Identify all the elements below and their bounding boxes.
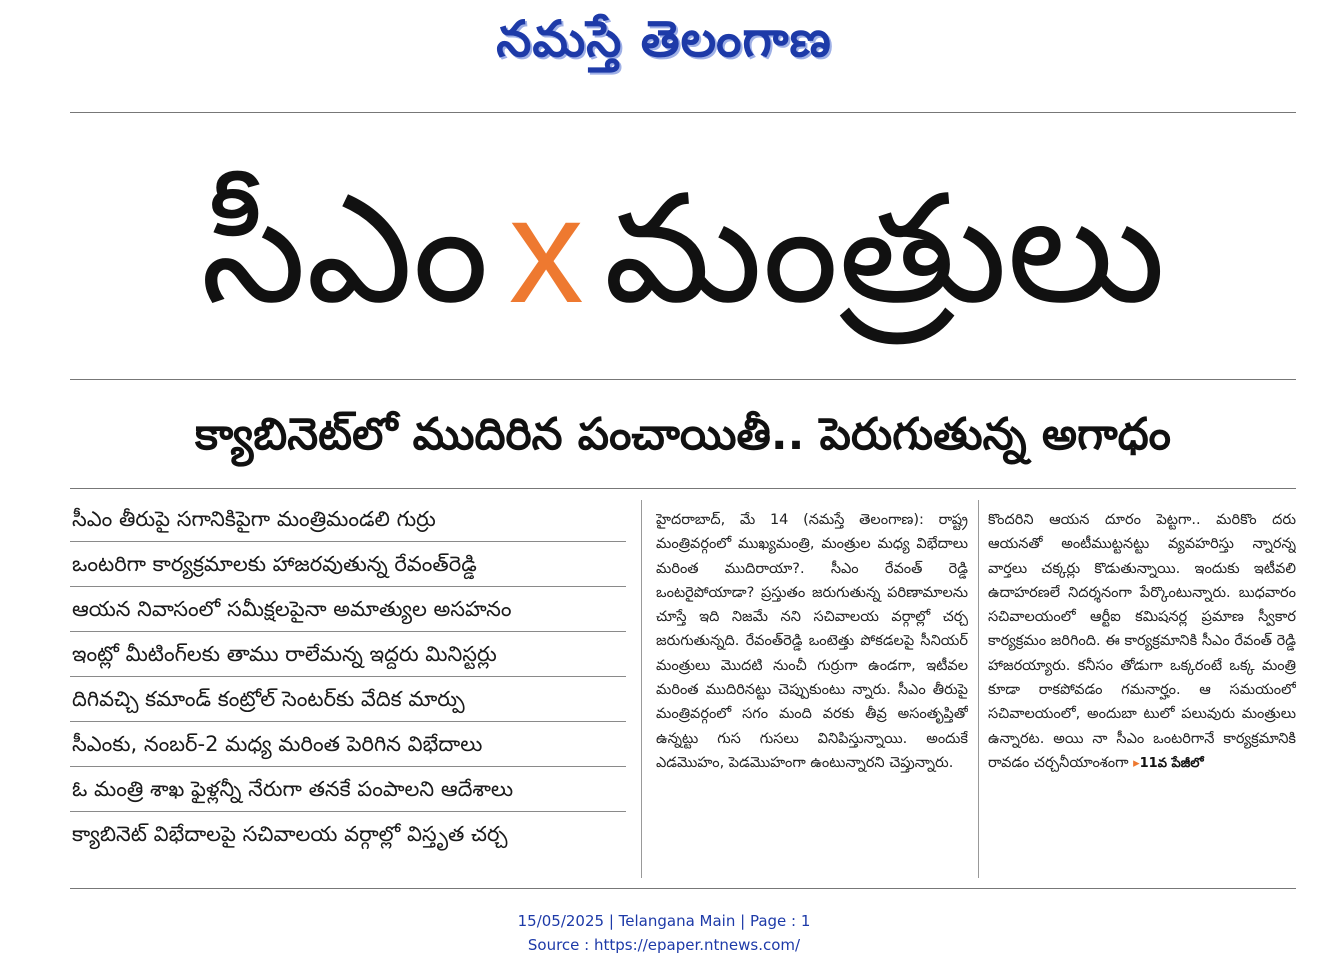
headline	[70, 130, 1296, 370]
arrow-right-icon: ▸	[1133, 755, 1140, 771]
article-column-2-text: కొందరిని ఆయన దూరం పెట్టగా.. మరికొం దరు ఆయనతో అంటీముట్టనట్టు వ్యవహరిస్తు న్నారన్న వార్తలు చక్కర్లు కొడుతున్నాయి. ఇందుకు ఇటీవలి ఉదాహరణలే నిదర్శనంగా పేర్కొంటున్నారు. బుధవారం సచివాలయంలో ఆర్టీఐ కమిషనర్ల ప్రమాణ స్వీకార కార్యక్రమం జరిగింది. ఈ కార్యక్రమానికి సీఎం రేవంత్ రెడ్డి హాజరయ్యారు. కనీసం తోడుగా ఒక్కరంటే ఒక్క మంత్రి కూడా రాకపోవడం గమనార్హం. ఆ సమయంలో సచివాలయంలో, అందుబా టులో పలువురు మంత్రులు ఉన్నారట. అయి నా సీఎం ఒంటరిగానే కార్యక్రమానికి రావడం చర్చనీయాంశంగా	[988, 512, 1296, 771]
highlight-item: ఇంట్లో మీటింగ్‌లకు తాము రాలేమన్న ఇద్దరు మినిస్టర్లు	[70, 632, 626, 677]
headline-part2: మంత్రులు	[603, 163, 1166, 337]
headline-part1: సీఎం	[200, 163, 489, 337]
continued-label: 11వ పేజీలో	[1139, 755, 1204, 771]
column-divider	[978, 500, 979, 878]
continued-on-page[interactable]	[1133, 756, 1204, 771]
subheadline: క్యాబినెట్‌లో ముదిరిన పంచాయితీ.. పెరుగుతున్న అగాధం	[195, 409, 1171, 460]
headline-separator: x	[508, 166, 584, 334]
column-divider	[641, 500, 642, 878]
headline-divider	[70, 379, 1296, 380]
highlight-item: ఆయన నివాసంలో సమీక్షలపైనా అమాత్యుల అసహనం	[70, 587, 626, 632]
highlight-item: దిగివచ్చి కమాండ్ కంట్రోల్ సెంటర్‌కు వేదిక మార్పు	[70, 677, 626, 722]
masthead-logo: నమస్తే తెలంగాణ	[496, 10, 832, 68]
highlight-item: ఒంటరిగా కార్యక్రమాలకు హాజరవుతున్న రేవంత్‌రెడ్డి	[70, 542, 626, 587]
top-divider	[70, 112, 1296, 113]
highlight-item: సీఎంకు, నంబర్-2 మధ్య మరింత పెరిగిన విభేదాలు	[70, 722, 626, 767]
highlight-item: ఓ మంత్రి శాఖ ఫైళ్లన్నీ నేరుగా తనకే పంపాలని ఆదేశాలు	[70, 767, 626, 812]
bottom-divider	[70, 888, 1296, 889]
article-column-1: హైదరాబాద్, మే 14 (నమస్తే తెలంగాణ): రాష్ట్ర మంత్రివర్గంలో ముఖ్యమంత్రి, మంత్రుల మధ్య విభేదాలు మరింత ముదిరాయా?. సీఎం రేవంత్ రెడ్డి ఒంటరైపోయాడా? ప్రస్తుతం జరుగుతున్న పరిణామాలను చూస్తే ఇది నిజమే నని సచివాలయ వర్గాల్లో చర్చ జరుగుతున్నది. రేవంత్‌రెడ్డి ఒంటెత్తు పోకడలపై సీనియర్ మంత్రులు మొదటి నుంచీ గుర్రుగా ఉండగా, ఇటీవల మరింత ముదిరినట్టు చెప్పుకుంటు న్నారు. సీఎం తీరుపై మంత్రివర్గంలో సగం మంది వరకు తీవ్ర అసంతృప్తితో ఉన్నట్టు గుస గుసలు వినిపిస్తున్నాయి. అందుకే ఎడమొహం, పెడమొహంగా ఉంటున్నారని చెప్తున్నారు.	[656, 512, 968, 771]
article-column-2	[988, 508, 1296, 873]
highlight-item: సీఎం తీరుపై సగానికిపైగా మంత్రిమండలి గుర్రు	[70, 497, 626, 542]
footer-edition-info: 15/05/2025 | Telangana Main | Page : 1	[517, 912, 811, 930]
highlight-item: క్యాబినెట్ విభేదాలపై సచివాలయ వర్గాల్లో విస్తృత చర్చ	[72, 822, 508, 846]
subhead-divider	[70, 488, 1296, 489]
highlights-list	[70, 497, 626, 857]
footer-source-link[interactable]: Source : https://epaper.ntnews.com/	[527, 936, 801, 954]
